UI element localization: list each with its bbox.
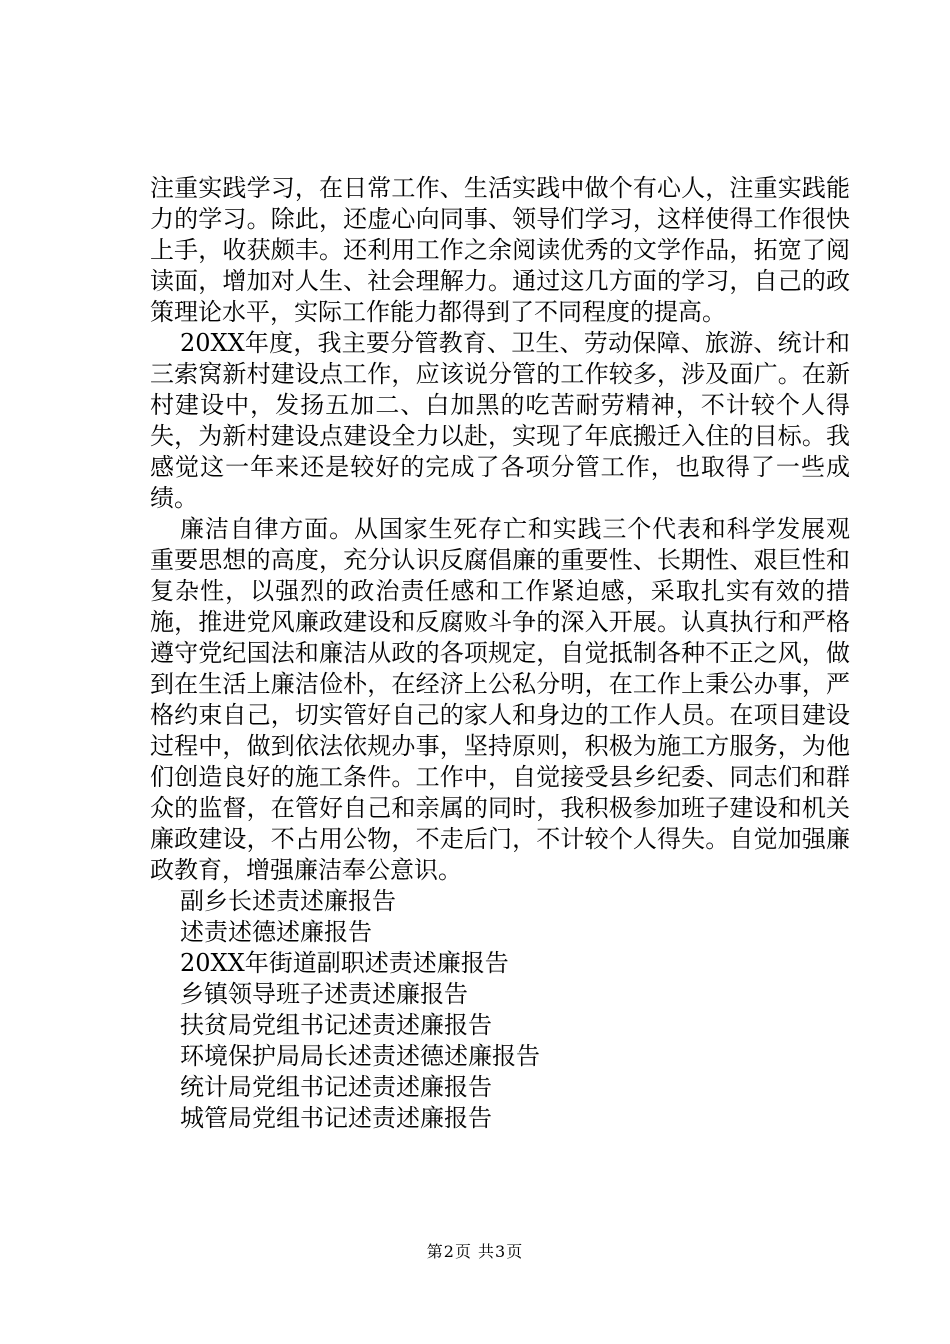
related-title-item: 环境保护局局长述责述德述廉报告 xyxy=(180,1042,540,1070)
related-title-item: 统计局党组书记述责述廉报告 xyxy=(180,1073,492,1101)
related-titles-list xyxy=(150,886,850,1134)
related-title-item: 述责述德述廉报告 xyxy=(180,918,372,946)
paragraph-annual-work: 20XX年度，我主要分管教育、卫生、劳动保障、旅游、统计和三索窝新村建设点工作，应该说分管的工作较多，涉及面广。在新村建设中，发扬五加二、白加黑的吃苦耐劳精神，不计较个人得失，为新村建设点建设全力以赴，实现了年底搬迁入住的目标。我感觉这一年来还是较好的完成了各项分管工作，也取得了一些成绩。 xyxy=(150,329,850,512)
related-title-item: 扶贫局党组书记述责述廉报告 xyxy=(180,1011,492,1039)
paragraph-study: 注重实践学习，在日常工作、生活实践中做个有心人，注重实践能力的学习。除此，还虚心向同事、领导们学习，这样使得工作很快上手，收获颇丰。还利用工作之余阅读优秀的文学作品，拓宽了阅读面，增加对人生、社会理解力。通过这几方面的学习，自己的政策理论水平，实际工作能力都得到了不同程度的提高。 xyxy=(150,174,850,326)
related-title-item: 乡镇领导班子述责述廉报告 xyxy=(180,980,468,1008)
document-body xyxy=(150,173,850,1134)
page-number-footer: 第2页 共3页 xyxy=(426,1242,524,1261)
related-title-item: 副乡长述责述廉报告 xyxy=(180,887,396,915)
related-title-item: 20XX年街道副职述责述廉报告 xyxy=(180,949,509,977)
related-title-item: 城管局党组书记述责述廉报告 xyxy=(180,1104,492,1132)
paragraph-integrity: 廉洁自律方面。从国家生死存亡和实践三个代表和科学发展观重要思想的高度，充分认识反腐倡廉的重要性、长期性、艰巨性和复杂性，以强烈的政治责任感和工作紧迫感，采取扎实有效的措施，推进党风廉政建设和反腐败斗争的深入开展。认真执行和严格遵守党纪国法和廉洁从政的各项规定，自觉抵制各种不正之风，做到在生活上廉洁俭朴，在经济上公私分明，在工作上秉公办事，严格约束自己，切实管好自己的家人和身边的工作人员。在项目建设过程中，做到依法依规办事，坚持原则，积极为施工方服务，为他们创造良好的施工条件。工作中，自觉接受县乡纪委、同志们和群众的监督，在管好自己和亲属的同时，我积极参加班子建设和机关廉政建设，不占用公物，不走后门，不计较个人得失。自觉加强廉政教育，增强廉洁奉公意识。 xyxy=(150,515,850,884)
